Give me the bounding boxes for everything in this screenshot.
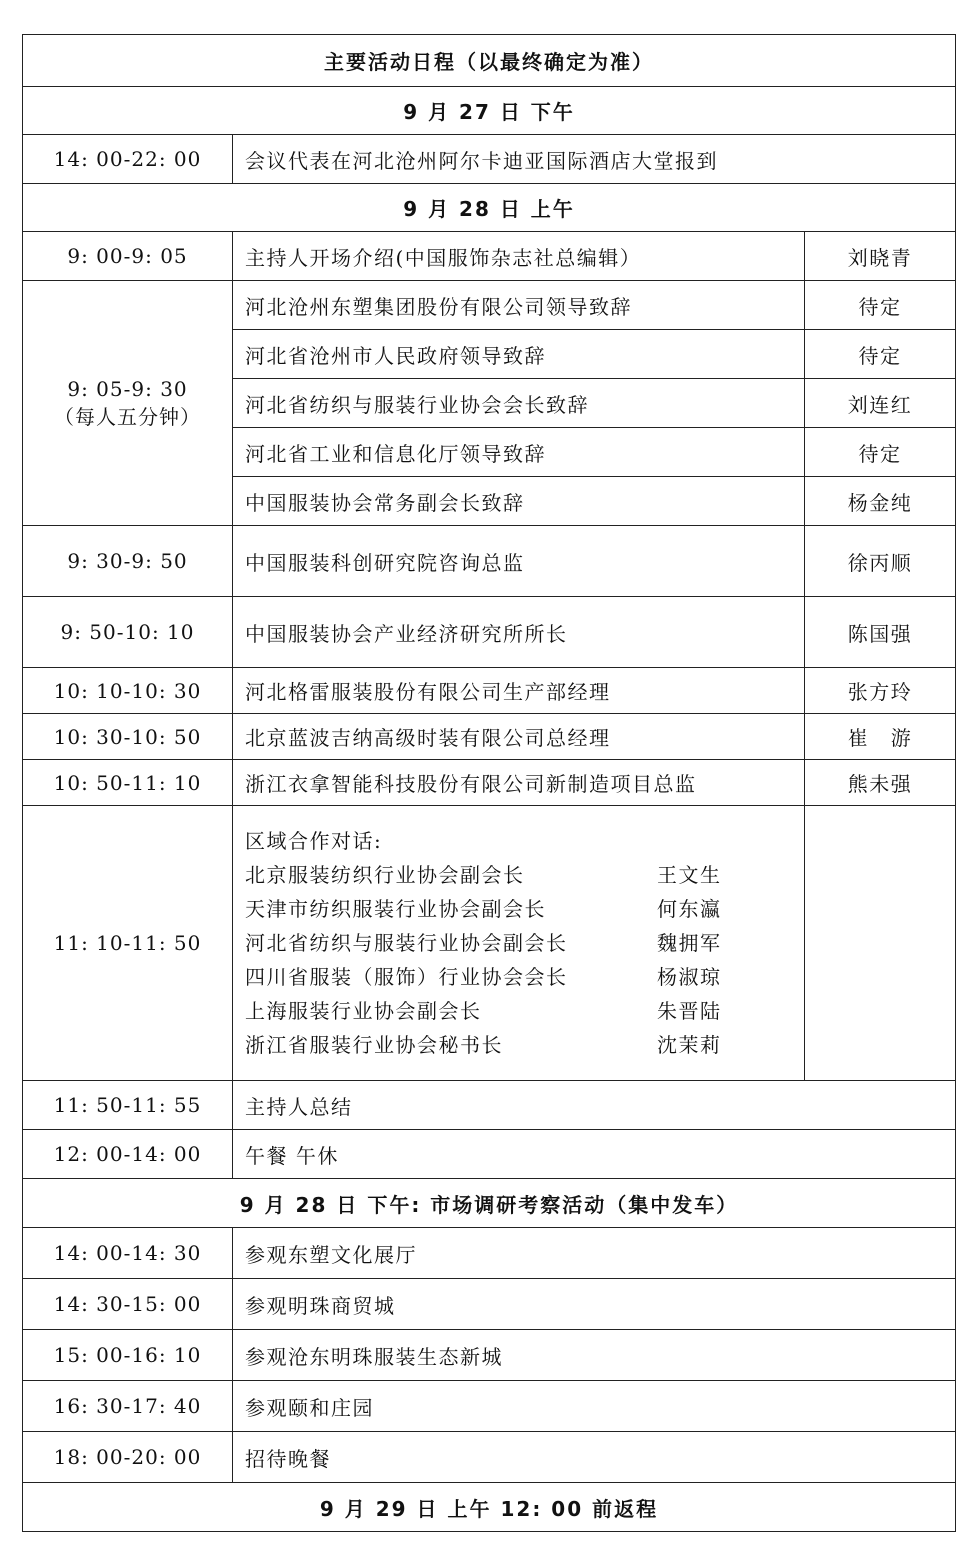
table-row bbox=[23, 281, 956, 330]
speaker-cell: 杨金纯 bbox=[805, 477, 956, 526]
day-header-row bbox=[23, 1483, 956, 1532]
time-cell: 18: 00-20: 00 bbox=[23, 1432, 233, 1483]
time-cell: 9: 30-9: 50 bbox=[23, 526, 233, 597]
table-row bbox=[23, 760, 956, 806]
activity-cell: 河北沧州东塑集团股份有限公司领导致辞 bbox=[233, 281, 805, 330]
schedule-title: 主要活动日程（以最终确定为准） bbox=[23, 35, 956, 87]
dialogue-org: 北京服装纺织行业协会副会长 bbox=[245, 862, 525, 887]
time-cell: 12: 00-14: 00 bbox=[23, 1130, 233, 1179]
dialogue-name: 朱晋陆 bbox=[657, 998, 722, 1023]
day1-header: 9 月 27 日 下午 bbox=[23, 87, 956, 135]
time-cell: 10: 50-11: 10 bbox=[23, 760, 233, 806]
table-row bbox=[23, 806, 956, 1081]
table-row bbox=[23, 1330, 956, 1381]
table-row bbox=[23, 1081, 956, 1130]
speaker-cell: 陈国强 bbox=[805, 597, 956, 668]
day-header-row bbox=[23, 1179, 956, 1228]
activity-cell: 河北省工业和信息化厅领导致辞 bbox=[233, 428, 805, 477]
speaker-cell: 待定 bbox=[805, 428, 956, 477]
dialogue-row bbox=[245, 892, 792, 926]
time-cell bbox=[23, 281, 233, 526]
time-cell: 10: 10-10: 30 bbox=[23, 668, 233, 714]
table-row bbox=[23, 714, 956, 760]
dialogue-cell bbox=[233, 806, 805, 1081]
activity-cell: 参观沧东明珠服装生态新城 bbox=[233, 1330, 956, 1381]
dialogue-title: 区域合作对话: bbox=[245, 828, 383, 853]
table-row bbox=[23, 668, 956, 714]
dialogue-org: 四川省服装（服饰）行业协会会长 bbox=[245, 964, 568, 989]
speaker-cell: 熊未强 bbox=[805, 760, 956, 806]
speaker-cell: 待定 bbox=[805, 330, 956, 379]
dialogue-row bbox=[245, 1028, 792, 1062]
dialogue-org: 浙江省服装行业协会秘书长 bbox=[245, 1032, 503, 1057]
activity-cell: 主持人开场介绍(中国服饰杂志社总编辑） bbox=[233, 232, 805, 281]
time-cell: 15: 00-16: 10 bbox=[23, 1330, 233, 1381]
day-header-row bbox=[23, 184, 956, 232]
activity-cell: 招待晚餐 bbox=[233, 1432, 956, 1483]
activity-cell: 河北格雷服装股份有限公司生产部经理 bbox=[233, 668, 805, 714]
activity-cell: 河北省纺织与服装行业协会会长致辞 bbox=[233, 379, 805, 428]
day-header-row bbox=[23, 87, 956, 135]
table-row bbox=[23, 232, 956, 281]
dialogue-row bbox=[245, 960, 792, 994]
activity-cell: 参观颐和庄园 bbox=[233, 1381, 956, 1432]
time-cell: 10: 30-10: 50 bbox=[23, 714, 233, 760]
table-row bbox=[23, 1381, 956, 1432]
time-cell: 16: 30-17: 40 bbox=[23, 1381, 233, 1432]
speaker-cell: 徐丙顺 bbox=[805, 526, 956, 597]
title-row bbox=[23, 35, 956, 87]
dialogue-org: 天津市纺织服装行业协会副会长 bbox=[245, 896, 546, 921]
time-range: 9: 05-9: 30 bbox=[67, 376, 188, 401]
activity-cell: 河北省沧州市人民政府领导致辞 bbox=[233, 330, 805, 379]
dialogue-org: 上海服装行业协会副会长 bbox=[245, 998, 482, 1023]
dialogue-name: 杨淑琼 bbox=[657, 964, 722, 989]
dialogue-row bbox=[245, 858, 792, 892]
activity-cell: 午餐 午休 bbox=[233, 1130, 956, 1179]
time-note: （每人五分钟） bbox=[54, 404, 201, 429]
time-cell: 14: 30-15: 00 bbox=[23, 1279, 233, 1330]
time-cell: 9: 50-10: 10 bbox=[23, 597, 233, 668]
table-row bbox=[23, 135, 956, 184]
schedule-table bbox=[22, 34, 956, 1532]
dialogue-org: 河北省纺织与服装行业协会副会长 bbox=[245, 930, 568, 955]
table-row bbox=[23, 526, 956, 597]
activity-cell: 浙江衣拿智能科技股份有限公司新制造项目总监 bbox=[233, 760, 805, 806]
speaker-cell: 待定 bbox=[805, 281, 956, 330]
time-cell: 14: 00-22: 00 bbox=[23, 135, 233, 184]
table-row bbox=[23, 1279, 956, 1330]
speaker-cell bbox=[805, 806, 956, 1081]
activity-cell: 主持人总结 bbox=[233, 1081, 956, 1130]
speaker-cell: 崔 游 bbox=[805, 714, 956, 760]
table-row bbox=[23, 1228, 956, 1279]
time-cell: 11: 50-11: 55 bbox=[23, 1081, 233, 1130]
activity-cell: 中国服装科创研究院咨询总监 bbox=[233, 526, 805, 597]
dialogue-name: 王文生 bbox=[657, 862, 722, 887]
activity-cell: 参观东塑文化展厅 bbox=[233, 1228, 956, 1279]
day3-header: 9 月 29 日 上午 12: 00 前返程 bbox=[23, 1483, 956, 1532]
activity-cell: 会议代表在河北沧州阿尔卡迪亚国际酒店大堂报到 bbox=[233, 135, 956, 184]
table-row bbox=[23, 1130, 956, 1179]
dialogue-name: 何东瀛 bbox=[657, 896, 722, 921]
dialogue-name: 沈茉莉 bbox=[657, 1032, 722, 1057]
activity-cell: 中国服装协会产业经济研究所所长 bbox=[233, 597, 805, 668]
activity-cell: 参观明珠商贸城 bbox=[233, 1279, 956, 1330]
speaker-cell: 张方玲 bbox=[805, 668, 956, 714]
table-row bbox=[23, 1432, 956, 1483]
activity-cell: 中国服装协会常务副会长致辞 bbox=[233, 477, 805, 526]
day2-pm-header: 9 月 28 日 下午: 市场调研考察活动（集中发车） bbox=[23, 1179, 956, 1228]
speaker-cell: 刘连红 bbox=[805, 379, 956, 428]
time-cell: 14: 00-14: 30 bbox=[23, 1228, 233, 1279]
activity-cell: 北京蓝波吉纳高级时装有限公司总经理 bbox=[233, 714, 805, 760]
day2-header: 9 月 28 日 上午 bbox=[23, 184, 956, 232]
time-cell: 9: 00-9: 05 bbox=[23, 232, 233, 281]
dialogue-row bbox=[245, 926, 792, 960]
dialogue-name: 魏拥军 bbox=[657, 930, 722, 955]
time-cell: 11: 10-11: 50 bbox=[23, 806, 233, 1081]
dialogue-row bbox=[245, 994, 792, 1028]
speaker-cell: 刘晓青 bbox=[805, 232, 956, 281]
table-row bbox=[23, 597, 956, 668]
